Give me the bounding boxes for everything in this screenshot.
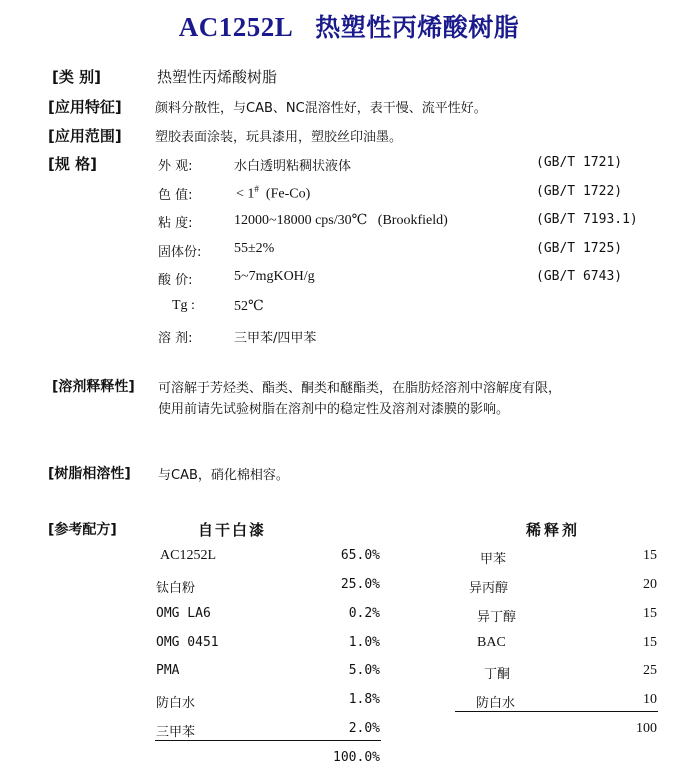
formula-item-name: 甲苯: [480, 552, 507, 567]
spec-value: 水白透明粘稠状液体: [234, 159, 352, 174]
product-name: 热塑性丙烯酸树脂: [315, 13, 520, 42]
spec-name: Tg :: [172, 298, 195, 313]
spec-name: 粘 度:: [158, 216, 193, 231]
formula-item-name: 钛白粉: [156, 581, 196, 596]
category-label: [类 别]: [52, 68, 101, 86]
formula-item-name: 防白水: [156, 696, 196, 711]
scope-label: [应用范围]: [48, 127, 122, 145]
spec-standard: (GB/T 1721): [536, 155, 623, 170]
formula-item-name: 异丁醇: [477, 610, 517, 625]
formula-item-value: 15: [643, 606, 657, 621]
spec-name: 酸 价:: [158, 273, 193, 288]
spec-name: 溶 剂:: [158, 331, 193, 346]
formula-item-value: 15: [643, 548, 657, 563]
spec-standard: (GB/T 1722): [536, 184, 623, 199]
compatibility-value: 与CAB，硝化棉相容。: [158, 468, 289, 483]
formula-item-value: 25: [643, 663, 657, 678]
spec-value: < 1# (Fe-Co): [236, 184, 311, 202]
spec-value: 12000~18000 cps/30℃ (Brookfield): [234, 213, 448, 228]
formula-item-name: PMA: [156, 663, 180, 678]
formula-right-total: 100: [636, 721, 657, 736]
solvent-release-line1: 可溶解于芳烃类、酯类、酮类和醚酯类，在脂肪烃溶剂中溶解度有限，: [158, 381, 562, 396]
formula-left-total-rule: [155, 740, 381, 741]
formula-right-total-rule: [455, 711, 658, 712]
spec-standard: (GB/T 7193.1): [536, 212, 638, 227]
formula-item-value: 5.0%: [348, 663, 380, 678]
page-title: [0, 8, 698, 44]
spec-name: 外 观:: [158, 159, 193, 174]
compatibility-label: [树脂相溶性]: [48, 466, 131, 482]
specs-label: [规 格]: [48, 155, 97, 173]
spec-standard: (GB/T 6743): [536, 269, 623, 284]
spec-value: 52℃: [234, 299, 264, 314]
formula-item-name: 异丙醇: [469, 581, 509, 596]
features-value: 颜料分散性，与CAB、NC混溶性好，表干慢、流平性好。: [155, 101, 487, 116]
solvent-release-line2: 使用前请先试验树脂在溶剂中的稳定性及溶剂对漆膜的影响。: [158, 402, 510, 417]
spec-value: 55±2%: [234, 241, 275, 256]
formula-item-value: 20: [643, 577, 657, 592]
formula-left-total: 100.0%: [333, 750, 380, 765]
formula-label: [参考配方]: [48, 522, 117, 538]
category-value: 热塑性丙烯酸树脂: [157, 68, 278, 86]
formula-item-name: BAC: [477, 635, 506, 650]
formula-item-value: 65.0%: [340, 548, 380, 563]
formula-item-value: 0.2%: [348, 606, 380, 621]
formula-item-value: 1.8%: [348, 692, 380, 707]
spec-standard: (GB/T 1725): [536, 241, 623, 256]
formula-right-header: 稀释剂: [526, 521, 581, 539]
formula-item-name: 丁酮: [484, 667, 511, 682]
spec-name: 色 值:: [158, 188, 193, 203]
formula-item-name: 三甲苯: [156, 725, 196, 740]
spec-name: 固体份:: [158, 245, 202, 260]
formula-left-header: 自干白漆: [198, 521, 267, 539]
formula-item-value: 15: [643, 635, 657, 650]
scope-value: 塑胶表面涂装，玩具漆用，塑胶丝印油墨。: [155, 130, 403, 145]
formula-item-name: 防白水: [476, 696, 516, 711]
solvent-release-label: [溶剂释释性]: [52, 379, 135, 395]
product-code: AC1252L: [178, 12, 294, 42]
spec-value: 5~7mgKOH/g: [234, 269, 315, 284]
features-label: [应用特征]: [48, 98, 122, 116]
formula-item-value: 10: [643, 692, 657, 707]
formula-item-value: 25.0%: [340, 577, 380, 592]
formula-item-value: 2.0%: [348, 721, 380, 736]
formula-item-name: OMG 0451: [156, 635, 219, 650]
formula-item-value: 1.0%: [348, 635, 380, 650]
formula-item-name: AC1252L: [160, 548, 216, 563]
spec-value: 三甲苯/四甲苯: [234, 331, 317, 346]
formula-item-name: OMG LA6: [156, 606, 211, 621]
